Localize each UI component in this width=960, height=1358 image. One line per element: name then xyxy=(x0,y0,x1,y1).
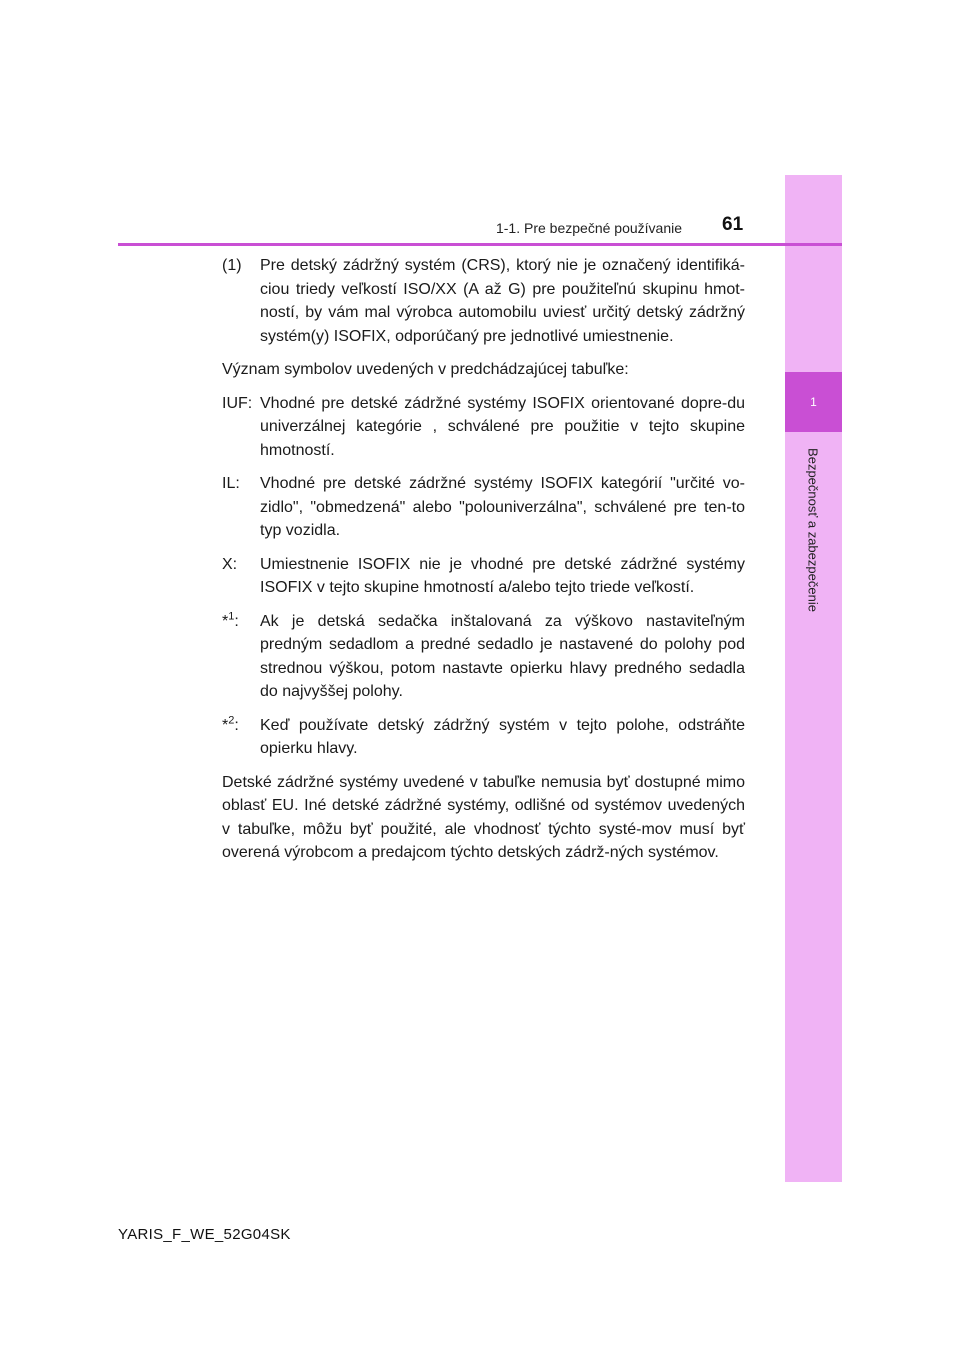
page-number: 61 xyxy=(722,214,744,235)
chapter-number-box xyxy=(785,372,842,432)
document-code: YARIS_F_WE_52G04SK xyxy=(118,1226,291,1243)
section-title: 1-1. Pre bezpečné používanie xyxy=(495,220,682,236)
footnote-1-colon: : xyxy=(234,612,239,630)
symbol-il-marker: IL: xyxy=(222,475,240,492)
footnote-2-number: 2 xyxy=(228,714,235,727)
note-1-text: Pre detský zádržný systém (CRS), ktorý nie je označený identifiká-ciou triedy veľkostí ISO/XX (A až G) pre použiteľnú skupinu hmot-ností, by vám mal výrobca automobilu uviesť určitý detský zádržný systém(y) ISOFIX, odporúčaný pre jednotlivé umiestnenie. xyxy=(260,257,745,345)
footnote-1-star: * xyxy=(222,612,229,630)
footnote-1 xyxy=(222,610,745,704)
footnote-2-colon: : xyxy=(234,716,239,734)
footnote-2-text: Keď používate detský zádržný systém v tejto polohe, odstráňte opierku hlavy. xyxy=(260,716,745,757)
footnote-2 xyxy=(222,714,745,761)
footnote-1-text: Ak je detská sedačka inštalovaná za výškovo nastaviteľným predným sedadlom a predné sedadlo je nastavené do polohy pod strednou výškou, potom nastavte opierku hlavy predného sedadla do najvyššej polohy. xyxy=(260,612,745,700)
footnote-1-marker xyxy=(222,610,260,704)
footnote-2-marker xyxy=(222,714,260,761)
footnote-2-star: * xyxy=(222,716,229,734)
chapter-label: Bezpečnosť a zabezpečenie xyxy=(805,448,821,612)
symbol-x xyxy=(222,553,745,600)
symbol-iuf xyxy=(222,392,745,463)
closing-paragraph: Detské zádržné systémy uvedené v tabuľke nemusia byť dostupné mimo oblasť EU. Iné detské zádržné systémy, odlišné od systémov uvedených v tabuľke, môžu byť použité, ale vhodnosť týchto systé-mov musí byť overená výrobcom a predajcom týchto detských zádrž-ných systémov. xyxy=(222,773,745,861)
page-content xyxy=(222,254,745,875)
note-1-marker: (1) xyxy=(222,257,242,274)
symbol-iuf-marker: IUF: xyxy=(222,394,253,412)
header-rule xyxy=(118,243,842,246)
symbol-il xyxy=(222,472,745,543)
symbol-x-text: Umiestnenie ISOFIX nie je vhodné pre detské zádržné systémy ISOFIX v tejto skupine hmotností a/alebo tejto triede veľkostí. xyxy=(260,555,745,596)
chapter-number: 1 xyxy=(810,395,817,409)
footnote-1-number: 1 xyxy=(228,610,235,623)
chapter-side-tab xyxy=(785,175,842,1182)
symbols-intro: Význam symbolov uvedených v predchádzajúcej tabuľke: xyxy=(222,361,629,378)
symbol-il-text: Vhodné pre detské zádržné systémy ISOFIX kategórií "určité vo-zidlo", "obmedzená" alebo "polouniverzálna", schválené pre ten-to typ vozidla. xyxy=(260,475,745,539)
note-1 xyxy=(222,254,745,348)
symbol-iuf-text: Vhodné pre detské zádržné systémy ISOFIX orientované dopre-du univerzálnej kategórie , schválené pre použitie v tejto skupine hmotností. xyxy=(260,394,745,459)
symbol-x-marker: X: xyxy=(222,555,238,573)
